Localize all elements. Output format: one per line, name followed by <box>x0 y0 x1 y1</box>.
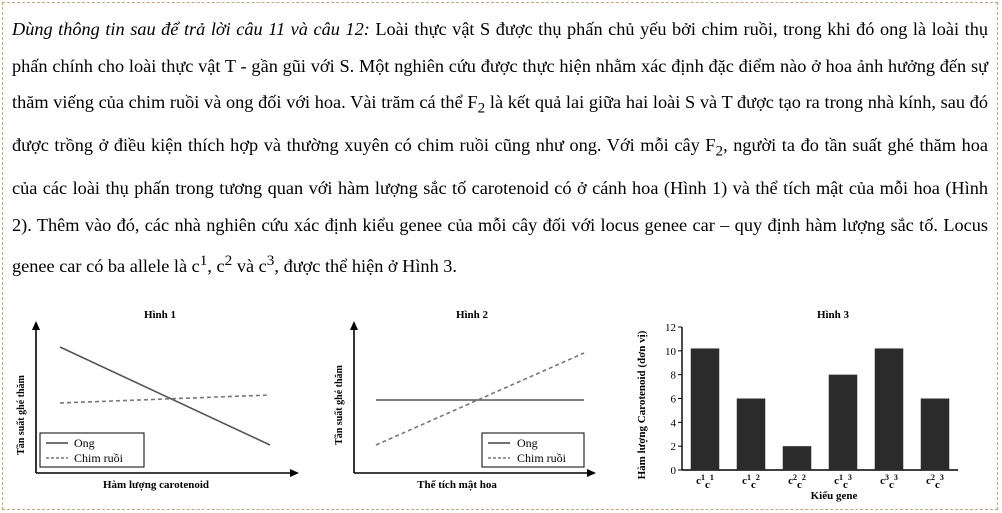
y-tick-label: 2 <box>670 441 676 454</box>
y-axis-arrow-icon <box>32 321 40 330</box>
superscript: 1 <box>199 252 208 270</box>
subscript: 2 <box>477 99 486 117</box>
y-axis-label: Tần suất ghé thăm <box>16 375 27 455</box>
y-tick-label: 0 <box>670 465 676 477</box>
paragraph-text: , được thể hiện ở Hình 3. <box>274 256 457 277</box>
legend-hummingbird-label: Chim ruồi <box>74 451 124 465</box>
legend-hummingbird-label: Chim ruồi <box>517 451 567 465</box>
bar <box>691 348 720 470</box>
figure-1 <box>8 305 308 505</box>
chart-plot-area <box>665 322 958 491</box>
paragraph-text: và c <box>232 256 267 277</box>
x-axis-arrow-icon <box>290 469 299 477</box>
legend-bee-label: Ong <box>74 436 95 450</box>
y-axis-label: Hàm lượng Carotenoid (đơn vị) <box>636 330 648 480</box>
bar <box>875 348 904 470</box>
superscript: 3 <box>266 252 275 270</box>
x-axis-label: Kiểu gene <box>810 490 858 502</box>
intro-text: Dùng thông tin sau để trả lời câu 11 và câu 12: <box>12 19 370 39</box>
bar <box>737 399 766 471</box>
x-tick-label: $c^1c^1$ <box>696 473 714 491</box>
y-tick-label: 8 <box>670 369 676 382</box>
legend-bee-label: Ong <box>517 436 538 450</box>
x-tick-label: $c^2c^3$ <box>926 473 944 491</box>
figure-1-title: Hình 1 <box>143 309 177 321</box>
figure-2-title: Hình 2 <box>455 309 489 321</box>
paragraph-text: Loài thực vật S được thụ phấn chủ yếu bởi chim ruồi, trong khi đó ong là loài thụ phấn chính cho loài thực vật T - gần gũi với S. Một nghiên cứu được thực hiện nhằm xác định đặc điểm nào ở hoa ảnh hưởng đến sự thăm viếng của chim ruồi và ong đối với hoa. Vài trăm cá thể F <box>12 19 988 112</box>
y-tick-label: 12 <box>665 322 676 334</box>
superscript: 2 <box>224 252 233 270</box>
x-tick-label: $c^2c^2$ <box>788 473 806 491</box>
x-axis-label: Thể tích mật hoa <box>417 479 497 491</box>
y-axis-arrow-icon <box>350 321 358 330</box>
figure-2 <box>322 305 622 505</box>
y-tick-label: 6 <box>670 393 676 406</box>
chart-title: Hình 3 <box>816 309 850 321</box>
bar <box>921 399 950 471</box>
x-tick-label: $c^1c^3$ <box>834 473 852 491</box>
figure-3 <box>630 305 970 510</box>
y-tick-label: 4 <box>670 417 676 430</box>
subscript: 2 <box>715 142 724 160</box>
bar <box>829 375 858 470</box>
paragraph-text: , c <box>207 256 225 277</box>
x-tick-label: $c^1c^2$ <box>742 473 760 491</box>
x-tick-label: $c^3c^3$ <box>880 473 898 491</box>
y-tick-label: 10 <box>665 345 676 358</box>
question-paragraph <box>12 11 988 285</box>
x-axis-label: Hàm lượng carotenoid <box>103 479 209 491</box>
bar <box>783 446 812 470</box>
hummingbird-line <box>376 353 584 445</box>
x-axis-arrow-icon <box>587 469 596 477</box>
paragraph-text: là kết quả lai giữa hai loài S và T được tạo ra trong nhà kính, sau đó được trồng ở điều kiện thích hợp và thường xuyên có chim ruồi cũng như ong. Với mỗi cây F <box>12 92 989 156</box>
paragraph-text: , người ta đo tần suất ghé thăm hoa của các loài thụ phấn trong tương quan với hàm lượng sắc tố carotenoid có ở cánh hoa (Hình 1) và thể tích mật của mỗi hoa (Hình 2). Thêm vào đó, các nhà nghiên cứu xác định kiểu genee của mỗi cây đối với locus genee car – quy định hàm lượng sắc tố. Locus genee car có ba allele là c <box>12 135 989 277</box>
y-axis-label: Tần suất ghé thăm <box>334 365 345 445</box>
